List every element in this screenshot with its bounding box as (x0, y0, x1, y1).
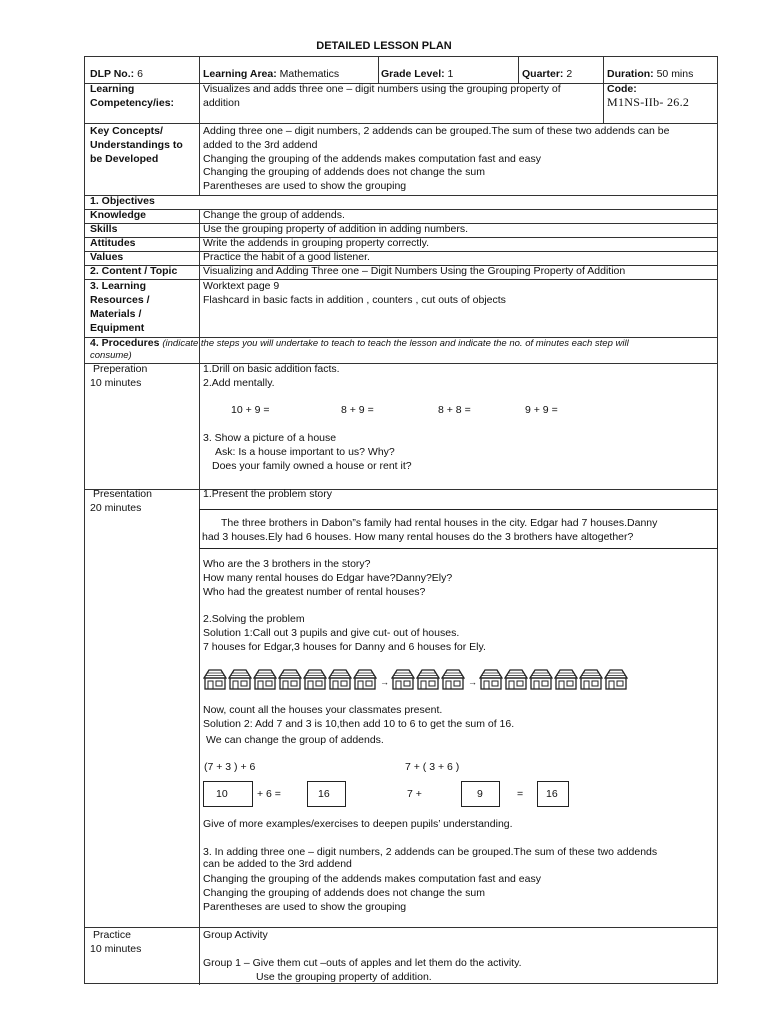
code-label: Code: (607, 83, 637, 95)
col-divider (199, 57, 200, 195)
house-icon (441, 668, 465, 690)
learning-area: Learning Area: Mathematics (203, 68, 340, 80)
equation-part: 7 + (407, 788, 422, 800)
knowledge-label: Knowledge (90, 209, 147, 221)
drill-text: 1.Drill on basic addition facts. (203, 363, 340, 375)
col-divider (378, 57, 379, 83)
arrow-right-icon: → (468, 677, 477, 687)
solution-2-text: Solution 2: Add 7 and 3 is 10,then add 10 to 6 to get the sum of 16. (203, 718, 515, 730)
key-concept-line: Adding three one – digit numbers, 2 addends can be grouped.The sum of these two addends can be (203, 125, 670, 137)
conclusion-line: can be added to the 3rd addend (203, 858, 352, 870)
skills-text: Use the grouping property of addition in adding numbers. (203, 223, 469, 235)
conclusion-line: Parentheses are used to show the grouping (203, 901, 407, 913)
skills-label: Skills (90, 223, 118, 235)
procedures-heading: 4. Procedures (indicate the steps you will undertake to teach to teach the lesson and indicate the no. of minutes each step will (90, 337, 629, 349)
competency-text-line2: addition (203, 97, 240, 109)
resources-line: Flashcard in basic facts in addition , counters , cut outs of objects (203, 294, 506, 306)
does-text: Does your family owned a house or rent it? (212, 460, 412, 472)
answer-value: 10 (216, 788, 228, 800)
content-text: Visualizing and Adding Three one – Digit Numbers Using the Grouping Property of Addition (203, 265, 626, 277)
arrow-right-icon: → (380, 677, 389, 687)
house-icon (391, 668, 415, 690)
change-group-text: We can change the group of addends. (206, 734, 384, 746)
resources-line: Worktext page 9 (203, 280, 280, 292)
row-divider (85, 195, 717, 196)
equation-part: + 6 = (257, 788, 281, 800)
equation: 9 + 9 = (525, 404, 558, 416)
house-icon (328, 668, 352, 690)
key-concept-line: Changing the grouping of the addends makes computation fast and easy (203, 153, 541, 165)
question: How many rental houses do Edgar have?Danny?Ely? (203, 572, 453, 584)
house-icon (303, 668, 327, 690)
story-line: had 3 houses.Ely had 6 houses. How many rental houses do the 3 brothers have altogether? (202, 531, 634, 543)
key-concept-line: Parentheses are used to show the grouping (203, 180, 407, 192)
house-icon (479, 668, 503, 690)
house-icon (504, 668, 528, 690)
objectives-heading: 1. Objectives (90, 195, 155, 207)
presentation-label: Presentation (93, 488, 152, 500)
attitudes-text: Write the addends in grouping property correctly. (203, 237, 430, 249)
conclusion-line: Changing the grouping of addends does not change the sum (203, 887, 485, 899)
present-story-text: 1.Present the problem story (203, 488, 332, 500)
key-concepts-label-line2: Understandings to (90, 139, 183, 151)
story-line: The three brothers in Dabon”s family had rental houses in the city. Edgar had 7 houses.Danny (221, 517, 658, 529)
row-divider (85, 123, 717, 124)
group-activity-heading: Group Activity (203, 929, 268, 941)
row-divider (85, 251, 717, 252)
house-icon (253, 668, 277, 690)
mental-text: 2.Add mentally. (203, 377, 275, 389)
resources-label-line1: 3. Learning (90, 280, 147, 292)
values-text: Practice the habit of a good listener. (203, 251, 370, 263)
presentation-minutes: 20 minutes (90, 502, 142, 514)
row-divider (85, 209, 717, 210)
row-divider (85, 363, 717, 364)
duration: Duration: 50 mins (607, 68, 694, 80)
practice-minutes: 10 minutes (90, 943, 142, 955)
code-value: M1NS-IIb- 26.2 (607, 95, 690, 109)
page-title: DETAILED LESSON PLAN (316, 40, 452, 52)
quarter: Quarter: 2 (522, 68, 573, 80)
house-icon (579, 668, 603, 690)
house-icon (278, 668, 302, 690)
preparation-label: Preperation (93, 363, 148, 375)
house-cutouts (203, 668, 629, 690)
col-divider (199, 363, 200, 985)
house-icon (604, 668, 628, 690)
procedures-note-line2: consume) (90, 350, 132, 361)
left-equation: (7 + 3 ) + 6 (204, 761, 256, 773)
equation: 10 + 9 = (231, 404, 270, 416)
attitudes-label: Attitudes (90, 237, 136, 249)
col-divider (518, 57, 519, 83)
equation: 8 + 8 = (438, 404, 471, 416)
answer-box (203, 781, 253, 807)
house-icon (416, 668, 440, 690)
knowledge-text: Change the group of addends. (203, 209, 345, 221)
resources-label-line2: Resources / (90, 294, 150, 306)
row-divider (85, 927, 717, 928)
dlp-number: DLP No.: 6 (90, 68, 143, 80)
house-icon (554, 668, 578, 690)
house-icon (353, 668, 377, 690)
answer-value: 16 (546, 788, 558, 800)
examples-text: Give of more examples/exercises to deepen pupils’ understanding. (203, 818, 513, 830)
solving-heading: 2.Solving the problem (203, 613, 305, 625)
equation-part: = (517, 788, 524, 800)
row-divider (85, 279, 717, 280)
count-text: Now, count all the houses your classmates present. (203, 704, 443, 716)
key-concepts-label-line1: Key Concepts/ (90, 125, 163, 137)
answer-value: 16 (318, 788, 330, 800)
competency-text-line1: Visualizes and adds three one – digit numbers using the grouping property of (203, 83, 561, 95)
house-icon (228, 668, 252, 690)
answer-value: 9 (477, 788, 483, 800)
competency-label-line2: Competency/ies: (90, 97, 175, 109)
grade-level: Grade Level: 1 (381, 68, 454, 80)
preparation-minutes: 10 minutes (90, 377, 142, 389)
solution-1-line: Solution 1:Call out 3 pupils and give cut- out of houses. (203, 627, 460, 639)
row-divider (85, 489, 717, 490)
col-divider (603, 57, 604, 123)
right-equation: 7 + ( 3 + 6 ) (405, 761, 460, 773)
key-concepts-label-line3: be Developed (90, 153, 159, 165)
solution-1-line: 7 houses for Edgar,3 houses for Danny and 6 houses for Ely. (203, 641, 486, 653)
question: Who had the greatest number of rental houses? (203, 586, 426, 598)
equation: 8 + 9 = (341, 404, 374, 416)
conclusion-line: 3. In adding three one – digit numbers, 2 addends can be grouped.The sum of these two addends (203, 846, 658, 858)
content-label: 2. Content / Topic (90, 265, 178, 277)
resources-label-line3: Materials / (90, 308, 142, 320)
group-1-text: Group 1 – Give them cut –outs of apples and let them do the activity. (203, 957, 522, 969)
group-1-instruction: Use the grouping property of addition. (256, 971, 432, 983)
ask-text: Ask: Is a house important to us? Why? (215, 446, 395, 458)
conclusion-line: Changing the grouping of the addends makes computation fast and easy (203, 873, 541, 885)
question: Who are the 3 brothers in the story? (203, 558, 371, 570)
key-concept-line: Changing the grouping of addends does not change the sum (203, 166, 485, 178)
key-concept-line: added to the 3rd addend (203, 139, 318, 151)
house-icon (203, 668, 227, 690)
house-icon (529, 668, 553, 690)
practice-label: Practice (93, 929, 131, 941)
values-label: Values (90, 251, 124, 263)
show-house-text: 3. Show a picture of a house (203, 432, 337, 444)
competency-label-line1: Learning (90, 83, 135, 95)
resources-label-line4: Equipment (90, 322, 145, 334)
